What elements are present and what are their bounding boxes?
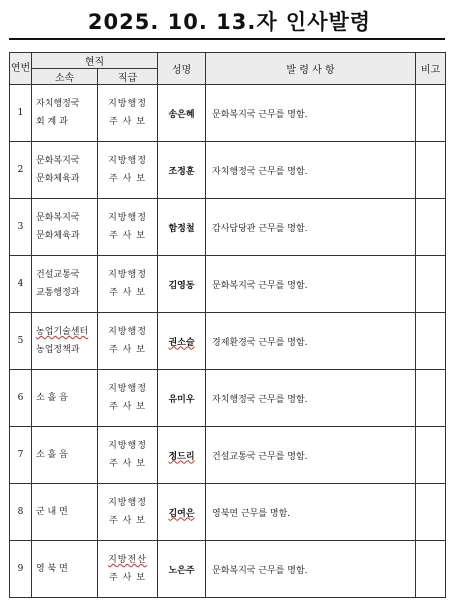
rank-line-2: 주 사 보	[109, 288, 146, 298]
current-rank	[98, 313, 158, 370]
rank-line-2: 주 사 보	[109, 573, 146, 583]
row-number: 5	[10, 313, 32, 370]
employee-name: 김영동	[158, 256, 206, 313]
rank-line-1: 지방행정	[108, 384, 147, 394]
dept-line-2: 문화체육과	[36, 174, 80, 184]
note-cell	[416, 484, 446, 541]
dept-line-1: 영 북 면	[36, 564, 68, 574]
note-cell	[416, 199, 446, 256]
dept-line-1: 자치행정국	[36, 99, 80, 109]
dept-line-1: 문화복지국	[36, 213, 80, 223]
employee-name: 권소슬	[158, 313, 206, 370]
page-title: 2025. 10. 13.자 인사발령	[87, 10, 372, 34]
table-row	[10, 199, 446, 256]
note-cell	[416, 85, 446, 142]
rank-line-2: 주 사 보	[109, 174, 146, 184]
dept-line-1: 군 내 면	[36, 507, 68, 517]
note-cell	[416, 541, 446, 598]
order-text: 문화복지국 근무를 명함.	[206, 85, 416, 142]
rank-line-2: 주 사 보	[109, 117, 146, 127]
table-row	[10, 313, 446, 370]
rank-line-1: 지방행정	[108, 270, 147, 280]
current-rank	[98, 142, 158, 199]
header-note: 비고	[416, 53, 446, 85]
current-rank	[98, 85, 158, 142]
rank-line-2: 주 사 보	[109, 516, 146, 526]
table-row	[10, 370, 446, 427]
row-number: 9	[10, 541, 32, 598]
rank-line-1: 지방행정	[108, 498, 147, 508]
note-cell	[416, 142, 446, 199]
order-text: 자치행정국 근무를 명함.	[206, 370, 416, 427]
dept-line-1: 건설교통국	[36, 270, 80, 280]
rank-line-2: 주 사 보	[109, 231, 146, 241]
order-text: 문화복지국 근무를 명함.	[206, 541, 416, 598]
current-dept	[32, 427, 98, 484]
rank-line-1: 지방행정	[108, 213, 147, 223]
order-text: 감사담당관 근무를 명함.	[206, 199, 416, 256]
row-number: 8	[10, 484, 32, 541]
row-number: 1	[10, 85, 32, 142]
table-row	[10, 142, 446, 199]
rank-line-2: 주 사 보	[109, 345, 146, 355]
current-dept	[32, 370, 98, 427]
header-row-1	[10, 53, 446, 69]
note-cell	[416, 427, 446, 484]
row-number: 2	[10, 142, 32, 199]
dept-line-2: 교통행정과	[36, 288, 80, 298]
dept-line-2: 농업정책과	[36, 345, 80, 355]
employee-name: 정드리	[158, 427, 206, 484]
header-dept: 소속	[32, 69, 98, 85]
row-number: 7	[10, 427, 32, 484]
employee-name: 유미우	[158, 370, 206, 427]
note-cell	[416, 370, 446, 427]
order-text: 건설교통국 근무를 명함.	[206, 427, 416, 484]
row-number: 4	[10, 256, 32, 313]
personnel-table	[9, 52, 446, 598]
rank-line-1: 지방전산	[108, 555, 147, 565]
table-row	[10, 256, 446, 313]
header-rank: 직급	[98, 69, 158, 85]
title-underline	[9, 38, 445, 40]
note-cell	[416, 313, 446, 370]
employee-name: 조정훈	[158, 142, 206, 199]
dept-line-2: 회 계 과	[36, 117, 68, 127]
employee-name: 노은주	[158, 541, 206, 598]
header-order: 발 령 사 항	[206, 53, 416, 85]
row-number: 6	[10, 370, 32, 427]
table-row	[10, 541, 446, 598]
rank-line-1: 지방행정	[108, 441, 147, 451]
table-body	[10, 85, 446, 598]
order-text: 자치행정국 근무를 명함.	[206, 142, 416, 199]
employee-name: 김여은	[158, 484, 206, 541]
table-row	[10, 484, 446, 541]
current-rank	[98, 541, 158, 598]
rank-line-2: 주 사 보	[109, 459, 146, 469]
dept-line-1: 문화복지국	[36, 156, 80, 166]
dept-line-2: 문화체육과	[36, 231, 80, 241]
rank-line-1: 지방행정	[108, 156, 147, 166]
current-rank	[98, 370, 158, 427]
rank-line-2: 주 사 보	[109, 402, 146, 412]
current-dept	[32, 142, 98, 199]
dept-line-1: 소 흘 읍	[36, 393, 68, 403]
table-row	[10, 85, 446, 142]
current-rank	[98, 199, 158, 256]
employee-name: 송은혜	[158, 85, 206, 142]
current-rank	[98, 484, 158, 541]
rank-line-1: 지방행정	[108, 99, 147, 109]
current-rank	[98, 427, 158, 484]
order-text: 문화복지국 근무를 명함.	[206, 256, 416, 313]
current-dept	[32, 256, 98, 313]
current-dept	[32, 313, 98, 370]
current-dept	[32, 199, 98, 256]
current-dept	[32, 541, 98, 598]
header-current: 현직	[32, 53, 158, 69]
table-row	[10, 427, 446, 484]
current-dept	[32, 484, 98, 541]
header-name: 성명	[158, 53, 206, 85]
order-text: 영북면 근무를 명함.	[206, 484, 416, 541]
note-cell	[416, 256, 446, 313]
dept-line-1: 농업기술센터	[36, 327, 89, 337]
current-rank	[98, 256, 158, 313]
header-no: 연번	[10, 53, 32, 85]
dept-line-1: 소 흘 읍	[36, 450, 68, 460]
order-text: 경제환경국 근무를 명함.	[206, 313, 416, 370]
employee-name: 함정철	[158, 199, 206, 256]
current-dept	[32, 85, 98, 142]
row-number: 3	[10, 199, 32, 256]
rank-line-1: 지방행정	[108, 327, 147, 337]
